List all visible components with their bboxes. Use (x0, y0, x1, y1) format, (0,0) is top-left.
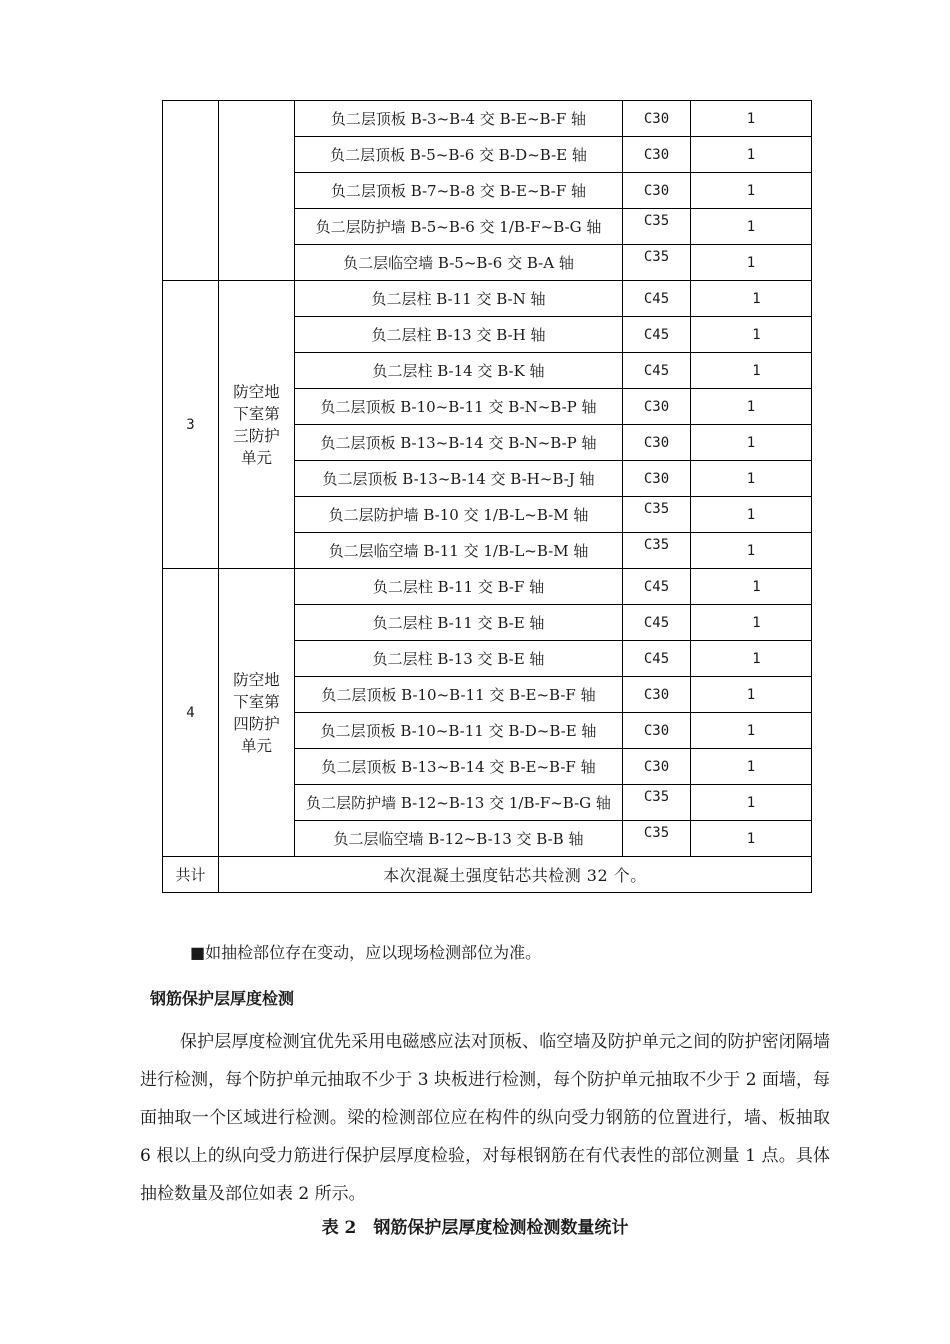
strength-cell: C35 (623, 245, 691, 281)
qty-cell: 1 (691, 677, 812, 713)
section-heading: 钢筋保护层厚度检测 (150, 989, 295, 1008)
strength-cell: C45 (623, 317, 691, 353)
strength-cell: C30 (623, 713, 691, 749)
strength-cell: C35 (623, 497, 691, 533)
qty-cell: 1 (691, 785, 812, 821)
item-cell: 负二层柱 B-11 交 B-E 轴 (295, 605, 623, 641)
strength-cell: C45 (623, 641, 691, 677)
total-summary: 本次混凝土强度钻芯共检测 32 个。 (219, 857, 812, 893)
table-row (163, 101, 812, 137)
qty-cell: 1 (691, 245, 812, 281)
strength-cell: C30 (623, 677, 691, 713)
group-number-cell: 3 (163, 281, 219, 569)
table-row (163, 281, 812, 317)
qty-cell: 1 (691, 101, 812, 137)
group-number-cell: 4 (163, 569, 219, 857)
qty-cell: 1 (691, 713, 812, 749)
item-cell: 负二层顶板 B-3~B-4 交 B-E~B-F 轴 (295, 101, 623, 137)
total-row (163, 857, 812, 893)
item-cell: 负二层柱 B-14 交 B-K 轴 (295, 353, 623, 389)
strength-cell: C30 (623, 389, 691, 425)
strength-cell: C45 (623, 353, 691, 389)
strength-cell: C30 (623, 425, 691, 461)
table-caption: 表 2 钢筋保护层厚度检测检测数量统计 (321, 1218, 629, 1238)
strength-cell: C35 (623, 785, 691, 821)
item-cell: 负二层柱 B-11 交 B-N 轴 (295, 281, 623, 317)
qty-cell: 1 (691, 173, 812, 209)
qty-cell: 1 (691, 281, 812, 317)
group-number-cell (163, 101, 219, 281)
qty-cell: 1 (691, 641, 812, 677)
qty-cell: 1 (691, 533, 812, 569)
strength-cell: C35 (623, 821, 691, 857)
qty-cell: 1 (691, 389, 812, 425)
qty-cell: 1 (691, 821, 812, 857)
strength-cell: C35 (623, 209, 691, 245)
group-name-cell: 防空地 下室第 三防护 单元 (219, 281, 295, 569)
inspection-note: ■如抽检部位存在变动，应以现场检测部位为准。 (190, 943, 542, 962)
item-cell: 负二层柱 B-11 交 B-F 轴 (295, 569, 623, 605)
qty-cell: 1 (691, 461, 812, 497)
strength-cell: C45 (623, 281, 691, 317)
qty-cell: 1 (691, 605, 812, 641)
total-label: 共计 (163, 857, 219, 893)
body-paragraph: 保护层厚度检测宜优先采用电磁感应法对顶板、临空墙及防护单元之间的防护密闭隔墙进行检测，每个防护单元抽取不少于 3 块板进行检测，每个防护单元抽取不少于 2 面墙，每面抽取一个区域进行检测。梁的检测部位应在构件的纵向受力钢筋的位置进行，墙、板抽取 6 根以上的纵向受力筋进行保护层厚度检验，对每根钢筋在有代表性的部位测量 1 点。具体抽检数量及部位如表 2 所示。 (140, 1032, 830, 1204)
strength-cell: C30 (623, 461, 691, 497)
strength-cell: C30 (623, 101, 691, 137)
qty-cell: 1 (691, 749, 812, 785)
item-cell: 负二层顶板 B-13~B-14 交 B-N~B-P 轴 (295, 425, 623, 461)
strength-cell: C30 (623, 137, 691, 173)
item-cell: 负二层防护墙 B-5~B-6 交 1/B-F~B-G 轴 (295, 209, 623, 245)
qty-cell: 1 (691, 209, 812, 245)
qty-cell: 1 (691, 317, 812, 353)
qty-cell: 1 (691, 569, 812, 605)
group-name-cell (219, 101, 295, 281)
item-cell: 负二层临空墙 B-12~B-13 交 B-B 轴 (295, 821, 623, 857)
qty-cell: 1 (691, 425, 812, 461)
item-cell: 负二层顶板 B-13~B-14 交 B-E~B-F 轴 (295, 749, 623, 785)
strength-cell: C30 (623, 749, 691, 785)
item-cell: 负二层顶板 B-10~B-11 交 B-N~B-P 轴 (295, 389, 623, 425)
item-cell: 负二层顶板 B-10~B-11 交 B-E~B-F 轴 (295, 677, 623, 713)
qty-cell: 1 (691, 497, 812, 533)
qty-cell: 1 (691, 137, 812, 173)
item-cell: 负二层顶板 B-7~B-8 交 B-E~B-F 轴 (295, 173, 623, 209)
table-row (163, 569, 812, 605)
item-cell: 负二层顶板 B-5~B-6 交 B-D~B-E 轴 (295, 137, 623, 173)
strength-cell: C35 (623, 533, 691, 569)
strength-cell: C45 (623, 569, 691, 605)
item-cell: 负二层防护墙 B-12~B-13 交 1/B-F~B-G 轴 (295, 785, 623, 821)
strength-cell: C30 (623, 173, 691, 209)
item-cell: 负二层柱 B-13 交 B-H 轴 (295, 317, 623, 353)
item-cell: 负二层防护墙 B-10 交 1/B-L~B-M 轴 (295, 497, 623, 533)
strength-cell: C45 (623, 605, 691, 641)
group-name-cell: 防空地 下室第 四防护 单元 (219, 569, 295, 857)
item-cell: 负二层临空墙 B-11 交 1/B-L~B-M 轴 (295, 533, 623, 569)
qty-cell: 1 (691, 353, 812, 389)
core-test-table (162, 100, 812, 893)
item-cell: 负二层顶板 B-13~B-14 交 B-H~B-J 轴 (295, 461, 623, 497)
item-cell: 负二层柱 B-13 交 B-E 轴 (295, 641, 623, 677)
item-cell: 负二层顶板 B-10~B-11 交 B-D~B-E 轴 (295, 713, 623, 749)
item-cell: 负二层临空墙 B-5~B-6 交 B-A 轴 (295, 245, 623, 281)
